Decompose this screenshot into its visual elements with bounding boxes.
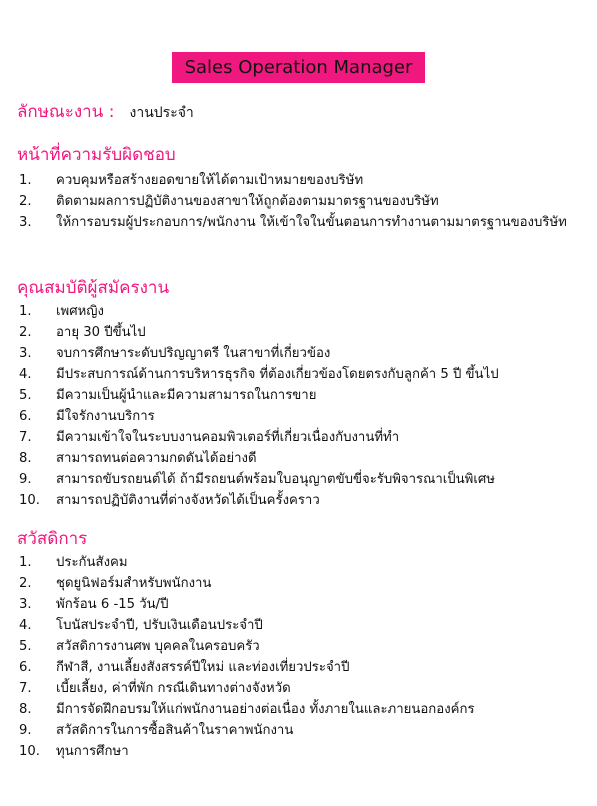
list-item: 2. อายุ 30 ปีขึ้นไป: [19, 325, 146, 340]
list-item: 1. เพศหญิง: [19, 304, 104, 319]
list-item: 9. สามารถขับรถยนต์ได้ ถ้ามีรถยนต์พร้อมใบอนุญาตขับขี่จะรับพิจารณาเป็นพิเศษ: [19, 472, 495, 487]
job-type-label: ลักษณะงาน :: [17, 102, 115, 122]
list-item: 6. กีฬาสี, งานเลี้ยงสังสรรค์ปีใหม่ และท่องเที่ยวประจำปี: [19, 660, 350, 675]
list-item: 10. ทุนการศึกษา: [19, 744, 129, 759]
list-item: 1. ประกันสังคม: [19, 555, 128, 570]
qualifications-list: [0, 301, 597, 511]
list-item: 8. มีการจัดฝึกอบรมให้แก่พนักงานอย่างต่อเนื่อง ทั้งภายในและภายนอกองค์กร: [19, 702, 475, 717]
list-item: 2. ติดตามผลการปฏิบัติงานของสาขาให้ถูกต้องตามมาตรฐานของบริษัท: [19, 194, 439, 209]
list-item: 4. มีประสบการณ์ด้านการบริหารธุรกิจ ที่ต้องเกี่ยวข้องโดยตรงกับลูกค้า 5 ปี ขึ้นไป: [19, 367, 499, 382]
list-item: 5. สวัสดิการงานศพ บุคคลในครอบครัว: [19, 639, 260, 654]
section-heading-benefits: สวัสดิการ: [17, 529, 88, 549]
job-type-value: งานประจำ: [129, 105, 194, 121]
job-title: Sales Operation Manager: [172, 52, 426, 83]
list-item: 7. มีความเข้าใจในระบบงานคอมพิวเตอร์ที่เกี่ยวเนื่องกับงานที่ทำ: [19, 430, 400, 445]
list-item: 2. ชุดยูนิฟอร์มสำหรับพนักงาน: [19, 576, 212, 591]
job-type-row: [17, 101, 194, 124]
list-item: 1. ควบคุมหรือสร้างยอดขายให้ได้ตามเป้าหมายของบริษัท: [19, 173, 364, 188]
list-item: 3. พักร้อน 6 -15 วัน/ปี: [19, 597, 169, 612]
section-heading-qualifications: คุณสมบัติผู้สมัครงาน: [17, 278, 170, 298]
list-item: 8. สามารถทนต่อความกดดันได้อย่างดี: [19, 451, 257, 466]
list-item: 10. สามารถปฏิบัติงานที่ต่างจังหวัดได้เป็นครั้งคราว: [19, 493, 320, 508]
list-item: 3. ให้การอบรมผู้ประกอบการ/พนักงาน ให้เข้าใจในขั้นตอนการทำงานตามมาตรฐานของบริษัท: [19, 215, 567, 230]
list-item: 7. เบี้ยเลี้ยง, ค่าที่พัก กรณีเดินทางต่างจังหวัด: [19, 681, 291, 696]
section-heading-responsibilities: หน้าที่ความรับผิดชอบ: [17, 145, 176, 165]
list-item: 6. มีใจรักงานบริการ: [19, 409, 155, 424]
benefits-list: [0, 552, 597, 762]
responsibilities-list: [0, 170, 597, 233]
list-item: 3. จบการศึกษาระดับปริญญาตรี ในสาขาที่เกี่ยวข้อง: [19, 346, 331, 361]
list-item: 4. โบนัสประจำปี, ปรับเงินเดือนประจำปี: [19, 618, 263, 633]
list-item: 9. สวัสดิการในการซื้อสินค้าในราคาพนักงาน: [19, 723, 294, 738]
list-item: 5. มีความเป็นผู้นำและมีความสามารถในการขาย: [19, 388, 317, 403]
